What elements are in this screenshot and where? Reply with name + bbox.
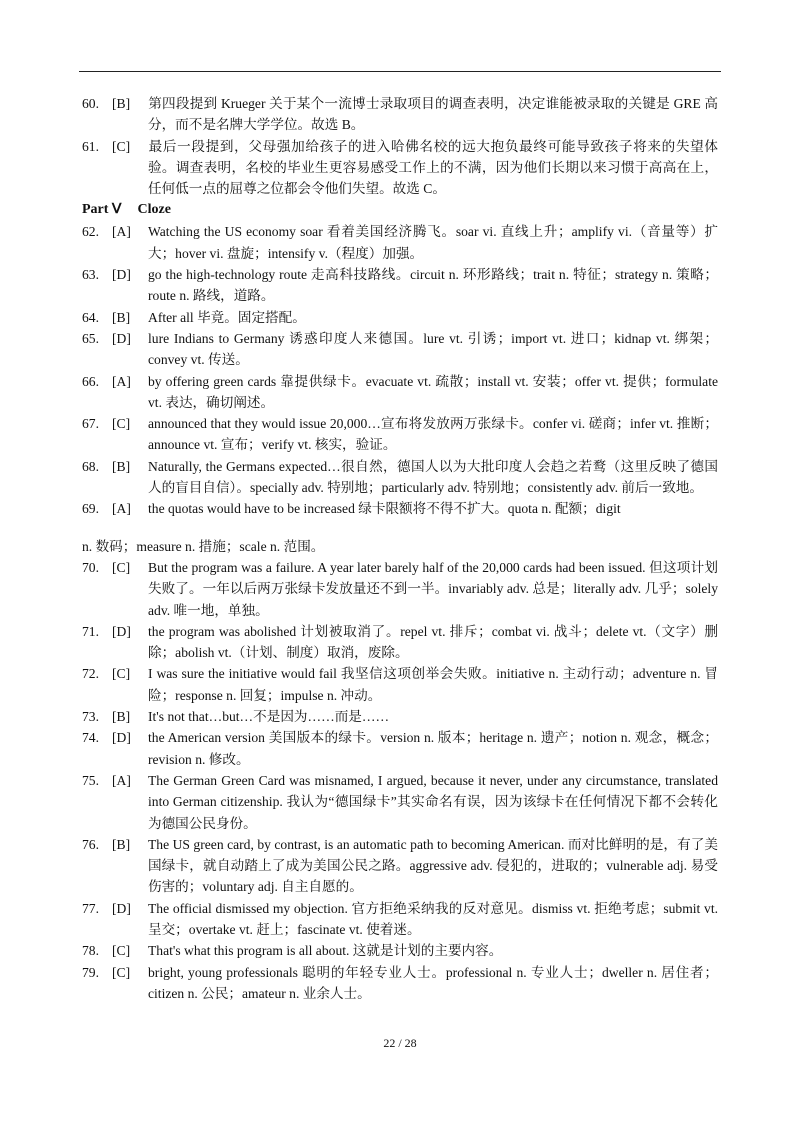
answer-item-78 xyxy=(82,940,718,961)
answer-item-79 xyxy=(82,962,718,1005)
item-answer: [D] xyxy=(112,900,131,916)
item-answer: [A] xyxy=(112,772,131,788)
item-explanation: That's what this program is all about. 这就是计划的主要内容。 xyxy=(148,943,503,959)
answer-item-70 xyxy=(82,557,718,621)
answer-item-61 xyxy=(82,136,718,200)
answer-item-67 xyxy=(82,413,718,456)
answer-item-75 xyxy=(82,770,718,834)
item-answer: [D] xyxy=(112,267,131,283)
item-number: 61. xyxy=(82,138,99,154)
item-explanation: announced that they would issue 20,000…宣布将发放两万张绿卡。confer vi. 磋商；infer vt. 推断；announce vt. 宣布；verify vt. 核实，验证。 xyxy=(148,416,718,453)
answer-item-74 xyxy=(82,727,718,770)
item-explanation: But the program was a failure. A year later barely half of the 20,000 cards had been issued. 但这项计划失败了。一年以后两万张绿卡发放量还不到一半。invariably adv. 总是；literally adv. 几乎；solely adv. 唯一地，单独。 xyxy=(148,559,718,618)
item-explanation: The official dismissed my objection. 官方拒绝采纳我的反对意见。dismiss vt. 拒绝考虑；submit vt. 呈交；overtake vt. 赶上；fascinate vt. 使着迷。 xyxy=(148,900,718,937)
item-number: 64. xyxy=(82,309,99,325)
part-title: Cloze xyxy=(137,202,171,218)
document-body xyxy=(82,93,718,1004)
item-explanation: the American version 美国版本的绿卡。version n. 版本；heritage n. 遗产；notion n. 观念，概念；revision n. 修改。 xyxy=(148,730,718,767)
item-explanation: n. 数码；measure n. 措施；scale n. 范围。 xyxy=(82,538,325,554)
answer-item-72 xyxy=(82,663,718,706)
item-explanation: I was sure the initiative would fail 我坚信这项创举会失败。initiative n. 主动行动；adventure n. 冒险；response n. 回复；impulse n. 冲动。 xyxy=(148,666,718,703)
page-number: 22 / 28 xyxy=(383,1036,417,1050)
item-answer: [B] xyxy=(112,96,131,111)
item-answer: [C] xyxy=(112,666,131,682)
item-answer: [D] xyxy=(112,730,131,746)
item-explanation: lure Indians to Germany 诱惑印度人来德国。lure vt. 引诱；import vt. 进口；kidnap vt. 绑架；convey vt. 传送。 xyxy=(148,330,718,368)
answer-item-71 xyxy=(82,621,718,664)
answer-item-60 xyxy=(82,93,718,136)
part-label: Part Ⅴ xyxy=(82,202,122,218)
item-number: 67. xyxy=(82,416,99,432)
item-explanation: Watching the US economy soar 看着美国经济腾飞。soar vi. 直线上升；amplify vi.（音量等）扩大；hover vi. 盘旋；intensify v.（程度）加强。 xyxy=(148,224,718,261)
item-number: 78. xyxy=(82,943,99,959)
answer-item-62 xyxy=(82,221,718,264)
item-answer: [A] xyxy=(112,373,131,389)
item-explanation: 最后一段提到，父母强加给孩子的进入哈佛名校的远大抱负最终可能导致孩子将来的失望体验。调查表明，名校的毕业生更容易感受工作上的不满，因为他们长期以来习惯于高高在上，任何低一点的屈尊之位都会令他们失望。故选 C。 xyxy=(148,138,718,197)
answer-item-66 xyxy=(82,371,718,414)
item-explanation: go the high-technology route 走高科技路线。circuit n. 环形路线；trait n. 特征；strategy n. 策略；route n. 路线，道路。 xyxy=(148,267,718,304)
item-answer: [C] xyxy=(112,943,131,959)
item-number: 70. xyxy=(82,559,99,575)
item-explanation: After all 毕竟。固定搭配。 xyxy=(148,309,306,325)
item-answer: [B] xyxy=(112,836,131,852)
item-explanation: the quotas would have to be increased 绿卡限额将不得不扩大。quota n. 配额；digit xyxy=(148,501,621,517)
item-answer: [C] xyxy=(112,964,131,980)
item-explanation: the program was abolished 计划被取消了。repel vt. 排斥；combat vi. 战斗；delete vt.（文字）删除；abolish vt.（计划、制度）取消，废除。 xyxy=(148,623,718,661)
item-number: 75. xyxy=(82,772,99,788)
item-number: 79. xyxy=(82,964,99,980)
item-number: 63. xyxy=(82,267,99,283)
item-number: 65. xyxy=(82,330,99,346)
item-explanation: bright, young professionals 聪明的年轻专业人士。professional n. 专业人士；dweller n. 居住者；citizen n. 公民；amateur n. 业余人士。 xyxy=(148,964,718,1001)
answer-item-63 xyxy=(82,264,718,307)
item-number: 72. xyxy=(82,666,99,682)
item-number: 60. xyxy=(82,96,99,111)
answer-item-69 xyxy=(82,498,718,519)
item-explanation: by offering green cards 靠提供绿卡。evacuate vt. 疏散；install vt. 安装；offer vt. 提供；formulate vt. 表达，确切阐述。 xyxy=(148,373,718,410)
answer-item-76 xyxy=(82,834,718,898)
item-number: 74. xyxy=(82,730,99,746)
item-answer: [B] xyxy=(112,458,131,474)
item-explanation: 第四段提到 Krueger 关于某个一流博士录取项目的调查表明，决定谁能被录取的关键是 GRE 高分，而不是名牌大学学位。故选 B。 xyxy=(148,96,718,133)
answer-item-69-continued xyxy=(82,536,718,557)
item-answer: [C] xyxy=(112,138,131,154)
item-number: 76. xyxy=(82,836,99,852)
item-number: 62. xyxy=(82,224,99,240)
header-rule xyxy=(79,71,721,72)
item-answer: [A] xyxy=(112,224,131,240)
item-number: 68. xyxy=(82,458,99,474)
item-answer: [D] xyxy=(112,623,131,639)
item-explanation: The German Green Card was misnamed, I argued, because it never, under any circumstance, translated into German citizenship. 我认为“德国绿卡”其实命名有误，因为该绿卡在任何情况下都不会转化为德国公民身份。 xyxy=(148,772,718,831)
answer-item-68 xyxy=(82,456,718,499)
item-number: 77. xyxy=(82,900,99,916)
item-answer: [D] xyxy=(112,330,131,346)
section-heading xyxy=(82,199,718,221)
item-answer: [B] xyxy=(112,309,131,325)
item-answer: [C] xyxy=(112,559,131,575)
item-number: 69. xyxy=(82,501,99,517)
item-number: 71. xyxy=(82,623,99,639)
item-explanation: It's not that…but…不是因为……而是…… xyxy=(148,709,390,725)
item-explanation: The US green card, by contrast, is an automatic path to becoming American. 而对比鲜明的是，有了美国绿卡，就自动踏上了成为美国公民之路。aggressive adv. 侵犯的，进取的；vulnerable adj. 易受伤害的；voluntary adj. 自主自愿的。 xyxy=(148,836,718,895)
answer-item-73 xyxy=(82,706,718,727)
item-number: 73. xyxy=(82,709,99,725)
item-answer: [A] xyxy=(112,501,131,517)
answer-item-65 xyxy=(82,328,718,371)
item-number: 66. xyxy=(82,373,99,389)
item-answer: [B] xyxy=(112,709,131,725)
answer-item-64 xyxy=(82,307,718,328)
item-answer: [C] xyxy=(112,416,131,432)
answer-item-77 xyxy=(82,898,718,941)
item-explanation: Naturally, the Germans expected…很自然，德国人以为大批印度人会趋之若鹜（这里反映了德国人的盲目自信）。specially adv. 特别地；particularly adv. 特别地；consistently adv. 前后一致地。 xyxy=(148,458,718,496)
